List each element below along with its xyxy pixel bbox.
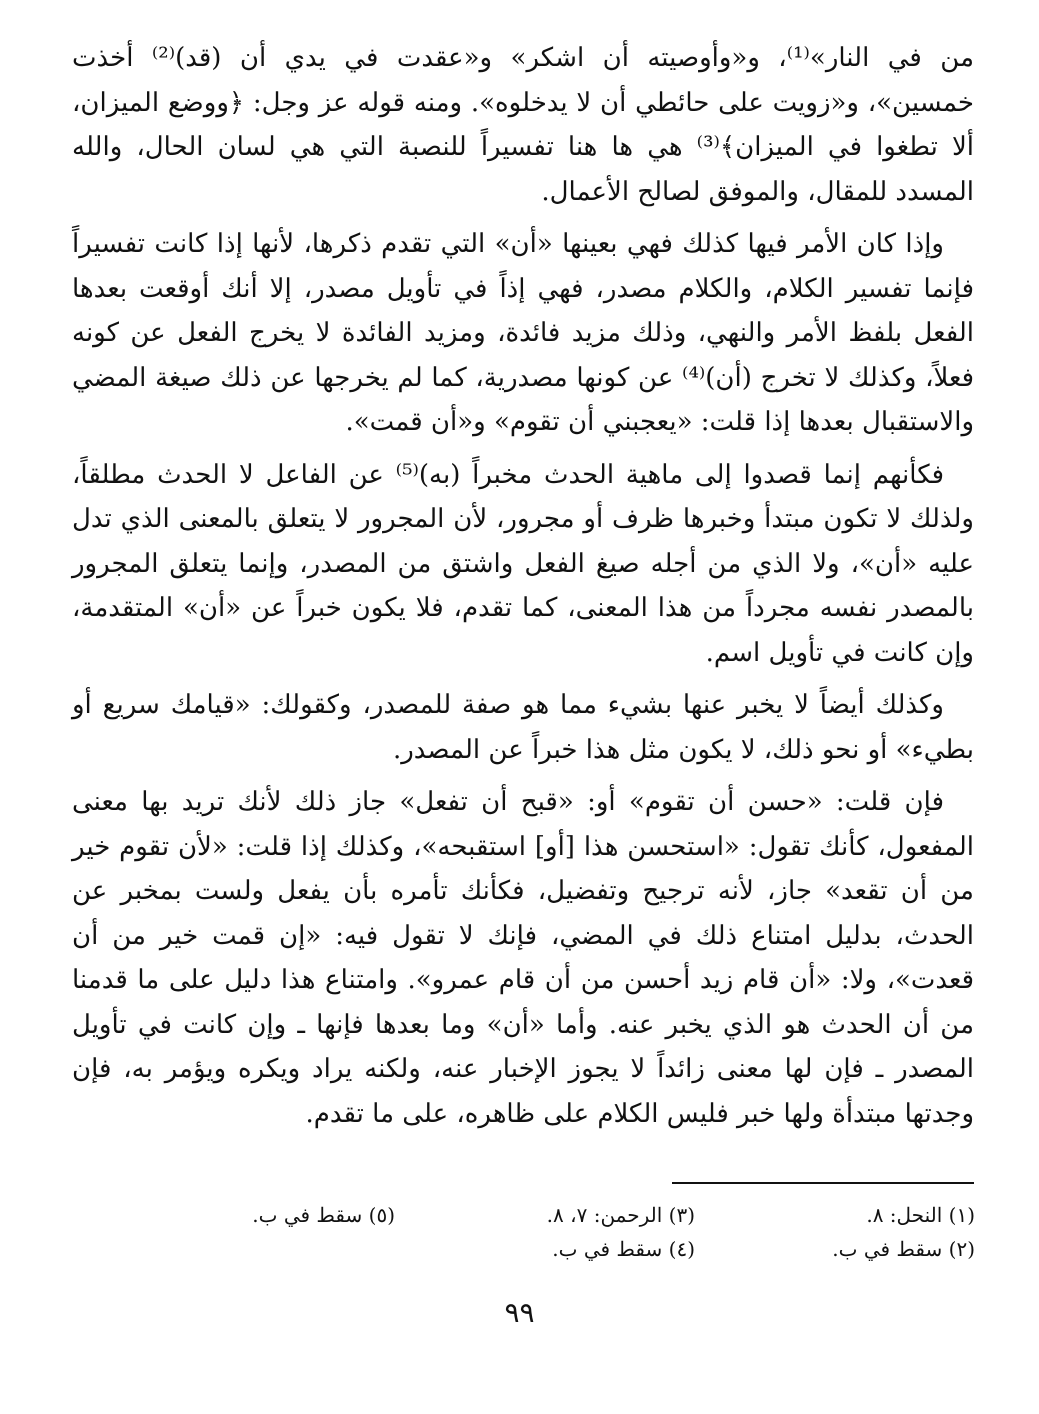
paragraph-3: فكأنهم إنما قصدوا إلى ماهية الحدث مخبراً (به)⁽⁵⁾ عن الفاعل لا الحدث مطلقاً، ولذلك لا تكون مبتدأ وخبرها ظرف أو مجرور، لأن المجرور لا يتعلق بالمعنى الذي تدل عليه «أن»، ولا الذي من أجله صيغ الفعل واشتق من المصدر، وإنما يتعلق المجرور بالمصدر نفسه مجرداً من هذا المعنى، كما تقدم، فلا يكون خبراً عن «أن» المتقدمة، وإن كانت في تأويل اسم. [72,459,974,668]
main-text [72,36,974,1136]
paragraph-4: وكذلك أيضاً لا يخبر عنها بشيء مما هو صفة للمصدر، وكقولك: «قيامك سريع أو بطيء» أو نحو ذلك، لا يكون مثل هذا خبراً عن المصدر. [72,690,974,765]
footnote-2: (٢) سقط في ب. [832,1237,975,1261]
footnote-1: (١) النحل: ٨. [866,1203,975,1227]
footnote-5: (٥) سقط في ب. [252,1203,395,1227]
footnote-divider [672,1182,974,1184]
footnote-3: (٣) الرحمن: ٧، ٨. [546,1203,695,1227]
paragraph-2: وإذا كان الأمر فيها كذلك فهي بعينها «أن» التي تقدم ذكرها، لأنها إذا كانت تفسيراً فإنما تفسير الكلام، والكلام مصدر، فهي إذاً في تأويل مصدر، إلا أنك أوقعت بعدها الفعل بلفظ الأمر والنهي، وذلك مزيد فائدة، ومزيد الفائدة لا يخرج الفعل عن كونه فعلاً، وكذلك لا تخرج (أن)⁽⁴⁾ عن كونها مصدرية، كما لم يخرجها عن ذلك صيغة المضي والاستقبال بعدها إذا قلت: «يعجبني أن تقوم» و«أن قمت». [72,229,975,437]
paragraph-1: من في النار»⁽¹⁾، و«وأوصيته أن اشكر» و«عقدت في يدي أن (قد)⁽²⁾ أخذت خمسين»، و«زويت على حائطي أن لا يدخلوه». ومنه قوله عز وجل: ﴿ووضع الميزان، ألا تطغوا في الميزان﴾⁽³⁾ هي ها هنا تفسيراً للنصبة التي هي لسان الحال، والله المسدد للمقال، والموفق لصالح الأعمال. [72,43,974,207]
paragraph-5: فإن قلت: «حسن أن تقوم» أو: «قبح أن تفعل» جاز ذلك لأنك تريد بها معنى المفعول، كأنك تقول: «استحسن هذا [أو] استقبحه»، وكذلك إذا قلت: «لأن تقوم خير من أن تقعد» جاز، لأنه ترجيح وتفضيل، فكأنك تأمره بأن يفعل ولست بمخبر عن الحدث، بدليل امتناع ذلك في المضي، فإنك لا تقول فيه: «إن قمت خير من أن قعدت»، ولا: «أن قام زيد أحسن من أن قام عمرو». وامتناع هذا دليل على ما قدمنا من أن الحدث هو الذي يخبر عنه. وأما «أن» وما بعدها فإنها ـ وإن كانت في تأويل المصدر ـ فإن لها معنى زائداً لا يجوز الإخبار عنه، ولكنه يراد ويكره ويؤمر به، فإن وجدتها مبتدأة ولها خبر فليس الكلام على ظاهره، على ما تقدم. [72,787,974,1129]
footnotes [95,1200,975,1264]
page-number: ٩٩ [504,1296,535,1329]
footnote-4: (٤) سقط في ب. [552,1237,695,1261]
